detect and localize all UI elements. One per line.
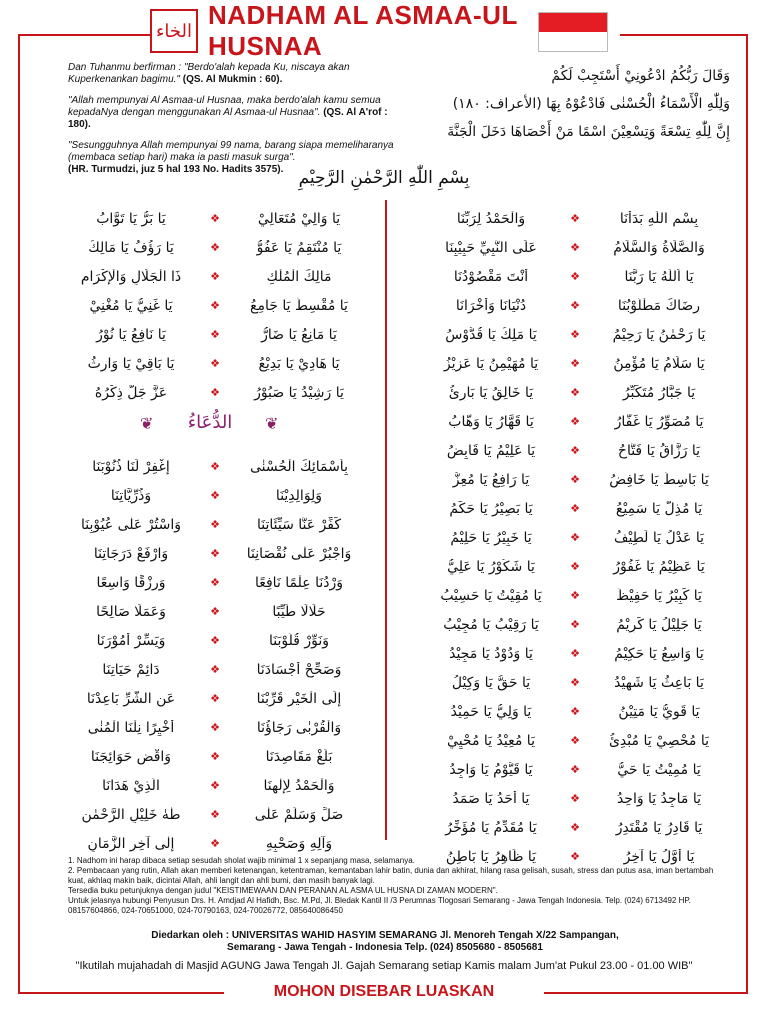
verse-second-half: يَا مُهَيْمِنُ يَا عَزِيْزُ	[443, 355, 539, 372]
verse-second-half: يَا مُقَدِّمُ يَا مُؤَخِّرُ	[445, 819, 537, 836]
verse-second-half: يَا وَلِيُّ يَا حَمِيْدُ	[450, 703, 532, 720]
ornament-icon: ❖	[570, 502, 580, 515]
ornament-icon: ❖	[570, 444, 580, 457]
ornament-icon: ❖	[570, 618, 580, 631]
verse-row	[40, 597, 370, 626]
ornament-icon: ❖	[570, 705, 580, 718]
column-divider	[385, 200, 387, 840]
note-2: 2. Pembacaan yang rutin, Allah akan memberi ketenangan, ketentraman, kemantaban lahir batin, dunia dan akhirat, hilang rasa gelisah, susah, stress dan putus asa, iman bertambah kuat, akhlaq makin baik, dicintai Allah, ahli langit dan ahli bumi, dan masih banyak lagi.	[68, 866, 714, 885]
verse-row	[40, 320, 370, 349]
ornament-icon: ❖	[210, 837, 220, 850]
ornament-icon: ❖	[210, 270, 220, 283]
verse-first-half: يَا سَلَامُ يَا مُؤْمِنُ	[613, 355, 705, 372]
ornament-icon: ❖	[210, 460, 220, 473]
ornament-icon: ❖	[210, 605, 220, 618]
ornament-icon: ❖	[570, 241, 580, 254]
ornament-icon: ❖	[210, 241, 220, 254]
ornament-icon: ❖	[570, 212, 580, 225]
verse-second-half: يَا ظَاهِرُ يَا بَاطِنُ	[445, 848, 537, 865]
ornament-icon: ❖	[210, 634, 220, 647]
arabic-intro	[410, 62, 730, 146]
verse-row	[400, 581, 730, 610]
intro-quote-1: Dan Tuhanmu berfirman : "Berdo'alah kepada Ku, niscaya akan Kuperkenankan bagimu." (QS. Al Mukmin : 60).	[68, 62, 350, 85]
ornament-icon: ❖	[210, 386, 220, 399]
verse-second-half: يَا مَلِكُ يَا قُدُّوْسُ	[445, 326, 537, 343]
verse-first-half: كَفِّرْ عَنَّا سَيِّئَاتِنَا	[256, 516, 342, 533]
footer-banner: MOHON DISEBAR LUASKAN	[224, 980, 544, 1004]
verse-second-half: وَرِزْقًا وَاسِعًا	[96, 574, 166, 591]
asmaul-husna-right-column	[400, 204, 730, 871]
page-title: NADHAM AL ASMAA-UL HUSNAA	[207, 0, 518, 61]
verse-second-half: يَا بَصِيْرُ يَا حَكَمُ	[449, 500, 533, 517]
ornament-icon: ❖	[210, 692, 220, 705]
verse-second-half: يَا خَالِقُ يَا بَارِئُ	[448, 384, 534, 401]
verse-first-half: وَلِوَالِدِيْنَا	[275, 487, 323, 504]
ornament-icon: ❖	[570, 531, 580, 544]
verse-second-half: وَاقْضِ حَوَائِجَنَا	[90, 748, 172, 765]
verse-row	[40, 510, 370, 539]
verse-second-half: وَاسْتُرْ عَلٰى عُيُوْبِنَا	[80, 516, 182, 533]
logo: الخاء	[150, 9, 198, 53]
verse-second-half: يَا غَنِيُّ يَا مُغْنِيْ	[89, 297, 173, 314]
verse-first-half: يَا رَشِيْدُ يَا صَبُوْرُ	[254, 384, 344, 401]
verse-first-half: يَا وَاسِعُ يَا حَكِيْمُ	[614, 645, 704, 662]
verse-second-half: أَنْتَ مَقْصُوْدُنَا	[453, 268, 529, 285]
ornament-icon: ❖	[570, 763, 580, 776]
verse-first-half: يَا وَالِيْ مُتَعَالِيْ	[257, 210, 341, 227]
ornament-icon: ❖	[210, 663, 220, 676]
verse-row	[400, 465, 730, 494]
verse-row	[400, 204, 730, 233]
verse-first-half: يَا رَحْمٰنُ يَا رَحِيْمُ	[612, 326, 706, 343]
mujahadah-quote: "Ikutilah mujahadah di Masjid AGUNG Jawa Tengah Jl. Gajah Semarang setiap Kamis malam Jum'at Pukul 23.00 - 01.00 WIB"	[75, 960, 693, 972]
verse-row	[400, 436, 730, 465]
verse-first-half: وَاجْبُرْ عَلٰى نُقْصَانِنَا	[246, 545, 352, 562]
verse-second-half: يَا قَهَّارُ يَا وَهَّابُ	[448, 413, 534, 430]
verse-first-half: وَصَحِّحْ أَجْسَادَنَا	[256, 661, 342, 678]
verse-second-half: يَا خَبِيْرُ يَا حَلِيْمُ	[450, 529, 532, 546]
verse-row	[400, 668, 730, 697]
verse-row	[400, 610, 730, 639]
verse-row	[400, 262, 730, 291]
verse-second-half: يَا حَقُّ يَا وَكِيْلُ	[451, 674, 531, 691]
ornament-icon: ❦	[265, 414, 279, 433]
ornament-icon: ❖	[570, 328, 580, 341]
verse-second-half: وَعَمَلًا صَالِحًا	[96, 603, 166, 620]
verse-first-half: يَا مُقْسِطُ يَا جَامِعُ	[250, 297, 348, 314]
verse-second-half: يَا بَاقِيْ يَا وَارِثُ	[87, 355, 175, 372]
verse-first-half: يَا قَوِيُّ يَا مَتِيْنُ	[618, 703, 700, 720]
ornament-icon: ❖	[210, 328, 220, 341]
verse-row	[40, 742, 370, 771]
note-1: 1. Nadhom ini harap dibaca setiap sesudah sholat wajib minimal 1 x sepanjang masa, selamanya.	[68, 856, 415, 865]
verse-first-half: يَا مَانِعُ يَا ضَارُّ	[261, 326, 337, 343]
verse-first-half: يَا مُنْتَقِمُ يَا عَفُوُّ	[256, 239, 342, 256]
verse-first-half: يَا جَلِيْلُ يَا كَرِيْمُ	[616, 616, 702, 633]
ornament-icon: ❖	[570, 415, 580, 428]
verse-row	[40, 233, 370, 262]
verse-first-half: يَا عَظِيْمُ يَا غَفُوْرُ	[613, 558, 705, 575]
verse-row	[40, 655, 370, 684]
verse-row	[400, 407, 730, 436]
ornament-icon: ❖	[210, 212, 220, 225]
verse-row	[400, 639, 730, 668]
ornament-icon: ❖	[210, 299, 220, 312]
verse-row	[400, 233, 730, 262]
verse-first-half: يَا مُحْصِيْ يَا مُبْدِئُ	[608, 732, 710, 749]
verse-second-half: عَزَّ جَلَّ ذِكْرُهُ	[94, 384, 168, 401]
verse-row	[40, 452, 370, 481]
verse-row	[400, 378, 730, 407]
ornament-icon: ❖	[210, 576, 220, 589]
verse-second-half: دُنْيَانَا وَأُخْرَانَا	[455, 297, 527, 314]
verse-second-half: دَائِمْ حَيَاتِنَا	[102, 661, 160, 678]
verse-row	[40, 349, 370, 378]
note-3: Tersedia buku petunjuknya dengan judul "KEISTIMEWAAN DAN PERANAN AL ASMA UL HUSNA DI ZAMAN MODERN".	[68, 886, 498, 895]
doa-column	[40, 452, 370, 858]
verse-row	[40, 291, 370, 320]
asmaul-husna-left-column	[40, 204, 370, 407]
verse-second-half: يَا رَافِعُ يَا مُعِزُّ	[452, 471, 530, 488]
verse-second-half: يَا وَدُوْدُ يَا مَجِيْدُ	[449, 645, 533, 662]
verse-first-half: بَلِّغْ مَقَاصِدَنَا	[265, 748, 333, 765]
verse-row	[40, 771, 370, 800]
ornament-icon: ❖	[210, 721, 220, 734]
verse-row	[400, 552, 730, 581]
verse-second-half: الَّذِيْ هَدَانَا	[102, 777, 160, 794]
verse-first-half: يَا مُمِيْتُ يَا حَيُّ	[617, 761, 701, 778]
verse-first-half: يَا بَاسِطُ يَا خَافِضُ	[609, 471, 709, 488]
verse-row	[400, 784, 730, 813]
verse-first-half: رِضَاكَ مَطْلُوْبُنَا	[617, 297, 701, 314]
ornament-icon: ❖	[210, 489, 220, 502]
doa-title: الدُّعَاءُ	[187, 412, 233, 433]
verse-row	[400, 320, 730, 349]
verse-first-half: يَا اَللّٰهُ يَا رَبَّنَا	[624, 268, 694, 285]
verse-second-half: يَا مُقِيْتُ يَا حَسِيْبُ	[440, 587, 542, 604]
verse-row	[400, 726, 730, 755]
verse-second-half: وَارْفَعْ دَرَجَاتِنَا	[93, 545, 169, 562]
verse-second-half: إِلٰى آخِرِ الزَّمَانِ	[87, 835, 175, 852]
verse-row	[40, 262, 370, 291]
ornament-icon: ❖	[570, 589, 580, 602]
verse-first-half: بِسْمِ اللّٰهِ بَدَأْنَا	[619, 210, 699, 227]
verse-second-half: أَخْيِرًا نِلْنَا الْمُنٰى	[87, 719, 175, 736]
ornament-icon: ❖	[210, 808, 220, 821]
verse-first-half: وَنَوِّرْ قُلُوْبَنَا	[268, 632, 330, 649]
verse-first-half: يَا عَدْلُ يَا لَطِيْفُ	[613, 529, 704, 546]
ornament-icon: ❖	[570, 792, 580, 805]
verse-first-half: يَا قَادِرُ يَا مُقْتَدِرُ	[615, 819, 703, 836]
verse-first-half: وَالْقُرْبٰى رَجَاؤُنَا	[256, 719, 342, 736]
verse-row	[400, 494, 730, 523]
verse-row	[40, 713, 370, 742]
verse-row	[40, 481, 370, 510]
verse-row	[400, 523, 730, 552]
verse-first-half: يَا كَبِيْرُ يَا حَفِيْظُ	[616, 587, 702, 604]
verse-first-half: حَلَالًا طَيِّبًا	[272, 603, 326, 620]
ornament-icon: ❖	[570, 473, 580, 486]
arabic-intro-line: وَقَالَ رَبُّكُمُ ادْعُونِيْ أَسْتَجِبْ لَكُمْ	[551, 68, 730, 84]
verse-second-half: يَا أَحَدُ يَا صَمَدُ	[452, 790, 530, 807]
ornament-icon: ❖	[210, 518, 220, 531]
intro-text	[68, 62, 398, 185]
verse-second-half: إِغْفِرْ لَنَا ذُنُوْبَنَا	[92, 458, 170, 475]
ornament-icon: ❖	[570, 821, 580, 834]
ornament-icon: ❖	[570, 850, 580, 863]
ornament-icon: ❖	[570, 676, 580, 689]
verse-row	[40, 829, 370, 858]
verse-first-half: يَا جَبَّارُ مُتَكَبِّرُ	[622, 384, 696, 401]
verse-first-half: يَا هَادِيْ يَا بَدِيْعُ	[258, 355, 340, 372]
verse-second-half: ذَا الْجَلَالِ وَالْإِكْرَامِ	[80, 268, 182, 285]
verse-second-half: وَالْحَمْدُ لِرَبِّنَا	[456, 210, 526, 227]
ornament-icon: ❖	[570, 734, 580, 747]
verse-row	[400, 813, 730, 842]
verse-second-half: يَا رَؤُفُ يَا مَالِكُ	[88, 239, 174, 256]
ornament-icon: ❖	[570, 270, 580, 283]
ornament-icon: ❖	[570, 560, 580, 573]
verse-second-half: يَا عَلِيْمُ يَا قَابِضُ	[446, 442, 536, 459]
verse-row	[40, 204, 370, 233]
verse-row	[40, 800, 370, 829]
verse-row	[400, 349, 730, 378]
note-4: Untuk jelasnya hubungi Penyusun Drs. H. Amdjad Al Hafidh, Bsc. M.Pd, Jl. Bledak Kantil II /3 Perumnas Tlogosari Semarang - Jawa Tengah Indonesia. Telp. (024) 6713492 HP. 08157604866, 024-70651000, 024-70790163, 024-70026772, 085640086450	[68, 896, 691, 915]
verse-second-half: طٰهٰ خَلِيْلِ الرَّحْمٰنِ	[81, 806, 181, 823]
indonesia-flag-icon	[538, 12, 608, 52]
notes	[68, 856, 718, 916]
verse-second-half: يَا بَرُّ يَا تَوَّابُ	[96, 210, 166, 227]
verse-first-half: بِأَسْمَائِكَ الْحُسْنٰى	[250, 458, 348, 475]
verse-first-half: يَا مُذِلُّ يَا سَمِيْعُ	[615, 500, 703, 517]
ornament-icon: ❖	[570, 357, 580, 370]
verse-second-half: عَلَى النَّبِيِّ حَبِيْبِنَا	[445, 239, 537, 256]
ornament-icon: ❖	[210, 779, 220, 792]
ornament-icon: ❖	[210, 750, 220, 763]
verse-row	[40, 684, 370, 713]
verse-first-half: يَا رَزَّاقُ يَا فَتَّاحُ	[617, 442, 701, 459]
verse-second-half: يَا مُعِيْدُ يَا مُحْيِيْ	[447, 732, 535, 749]
ornament-icon: ❖	[210, 547, 220, 560]
verse-first-half: وَالصَّلَاةُ وَالسَّلَامُ	[613, 239, 705, 256]
intro-quote-3: "Sesungguhnya Allah mempunyai 99 nama, barang siapa memeliharanya (membaca setiap hari) maka ia pasti masuk surga". (HR. Turmudzi, juz 5 hal 193 No. Hadits 3575).	[68, 140, 394, 175]
arabic-intro-line: وَلِلّٰهِ الْأَسْمَاءُ الْحُسْنٰى فَادْعُوْهُ بِهَا (الأعراف: ١٨٠)	[452, 96, 730, 112]
verse-second-half: وَيَسِّرْ أُمُوْرَنَا	[96, 632, 166, 649]
verse-row	[40, 568, 370, 597]
basmala: بِسْمِ اللّٰهِ الرَّحْمٰنِ الرَّحِيْمِ	[298, 168, 470, 188]
ornament-icon: ❖	[570, 386, 580, 399]
verse-first-half: وَرْدُنَا عِلْمًا نَافِعًا	[254, 574, 344, 591]
verse-first-half: يَا بَاعِثُ يَا شَهِيْدُ	[614, 674, 704, 691]
verse-first-half: يَا أَوَّلُ يَا آخِرُ	[623, 848, 695, 865]
verse-second-half: يَا نَافِعُ يَا نُوْرُ	[96, 326, 166, 343]
verse-first-half: صَلِّ وَسَلِّمْ عَلٰى	[254, 806, 344, 823]
verse-first-half: يَا مَاجِدُ يَا وَاحِدُ	[616, 790, 702, 807]
verse-second-half: يَا رَقِيْبُ يَا مُجِيْبُ	[443, 616, 539, 633]
verse-first-half: يَا مُصَوِّرُ يَا غَفَّارُ	[614, 413, 704, 430]
ornament-icon: ❖	[210, 357, 220, 370]
verse-second-half: يَا شَكُوْرُ يَا عَلِيُّ	[447, 558, 535, 575]
intro-quote-2: "Allah mempunyai Al Asmaa-ul Husnaa, maka berdo'alah kamu semua kepadaNya dengan menggunakan Al Asmaa-ul Husnaa". (QS. Al A'rof : 180).	[68, 95, 388, 130]
arabic-intro-line: إِنَّ لِلّٰهِ تِسْعَةً وَتِسْعِيْنَ اسْمًا مَنْ أَحْصَاهَا دَخَلَ الْجَنَّةَ	[447, 124, 730, 140]
ornament-icon: ❖	[570, 299, 580, 312]
verse-second-half: يَا قَيُّوْمُ يَا وَاجِدُ	[449, 761, 533, 778]
verse-first-half: وَالْحَمْدُ لِإِلٰهِنَا	[263, 777, 335, 794]
verse-row	[40, 378, 370, 407]
verse-row	[400, 291, 730, 320]
verse-first-half: مَالِكَ الْمُلْكِ	[266, 268, 332, 285]
ornament-icon: ❖	[570, 647, 580, 660]
verse-first-half: إِلَى الْخَيْرِ قَرِّبْنَا	[256, 690, 342, 707]
distributed-by: Diedarkan oleh : UNIVERSITAS WAHID HASYIM SEMARANG Jl. Menoreh Tengah X/22 Sampangan, Semarang - Jawa Tengah - Indonesia Telp. (024) 8505680 - 8505681	[151, 930, 619, 953]
verse-row	[40, 539, 370, 568]
verse-row	[40, 626, 370, 655]
verse-second-half: وَذُرِّيَّاتِنَا	[110, 487, 152, 504]
verse-first-half: وَآلِهِ وَصَحْبِهِ	[265, 835, 333, 852]
verse-row	[400, 697, 730, 726]
verse-row	[400, 755, 730, 784]
ornament-icon: ❦	[140, 414, 154, 433]
verse-second-half: عَنِ الشَّرِّ بَاعِدْنَا	[86, 690, 176, 707]
